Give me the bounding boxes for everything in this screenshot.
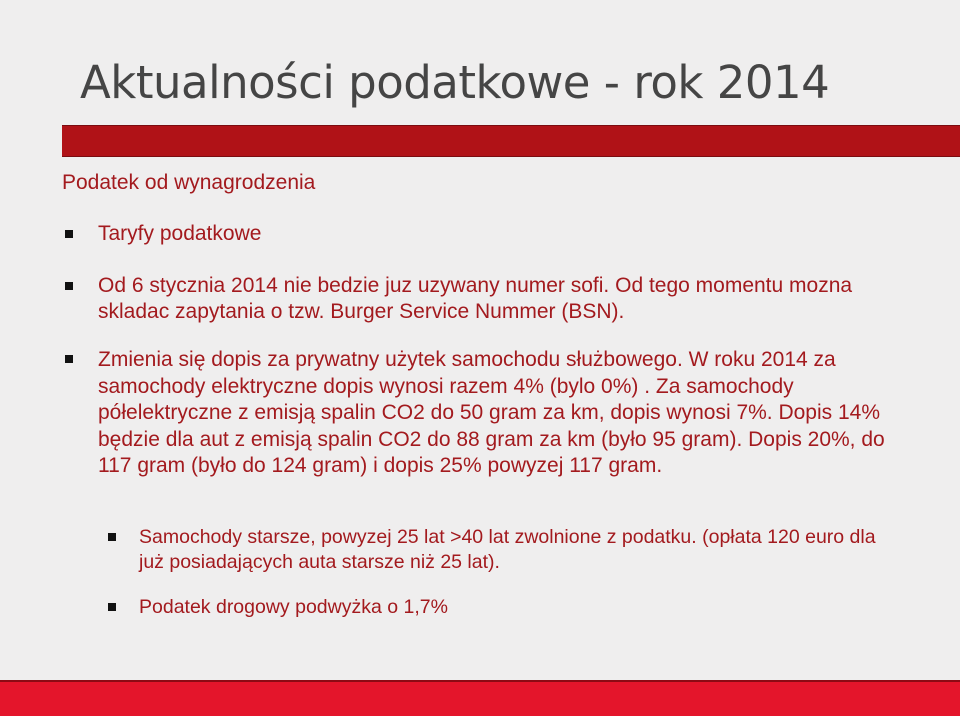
- title-underline-bar: [62, 125, 960, 157]
- sub-bullet-item: [105, 525, 905, 575]
- square-bullet-icon: [65, 282, 73, 290]
- square-bullet-icon: [65, 355, 73, 363]
- bullet-text: Od 6 stycznia 2014 nie bedzie juz uzywany numer sofi. Od tego momentu mozna skladac zapytania o tzw. Burger Service Nummer (BSN).: [98, 274, 853, 323]
- square-bullet-icon: [108, 533, 116, 541]
- bullet-text: Podatek drogowy podwyżka o 1,7%: [139, 596, 448, 618]
- bullet-item: [62, 221, 922, 247]
- bullet-item: [62, 347, 922, 480]
- slide-title: Aktualności podatkowe - rok 2014: [80, 56, 830, 109]
- footer-bar: [0, 680, 960, 716]
- bullet-item: [62, 273, 922, 325]
- sub-bullet-item: [105, 595, 905, 620]
- bullet-text: Zmienia się dopis za prywatny użytek samochodu służbowego. W roku 2014 za samochody elektryczne dopis wynosi razem 4% (bylo 0%) . Za samochody półelektryczne z emisją spalin CO2 do 50 gram za km, dopis wynosi 7%. Dopis 14% będzie dla aut z emisją spalin CO2 do 88 gram za km (było 95 gram). Dopis 20%, do 117 gram (było do 124 gram) i dopis 25% powyzej 117 gram.: [98, 348, 885, 477]
- bullet-text: Samochody starsze, powyzej 25 lat >40 lat zwolnione z podatku. (opłata 120 euro dla już posiadających auta starsze niż 25 lat).: [139, 526, 876, 573]
- section-heading: Podatek od wynagrodzenia: [62, 171, 316, 194]
- bullet-text: Taryfy podatkowe: [98, 222, 262, 245]
- square-bullet-icon: [108, 603, 116, 611]
- square-bullet-icon: [65, 230, 73, 238]
